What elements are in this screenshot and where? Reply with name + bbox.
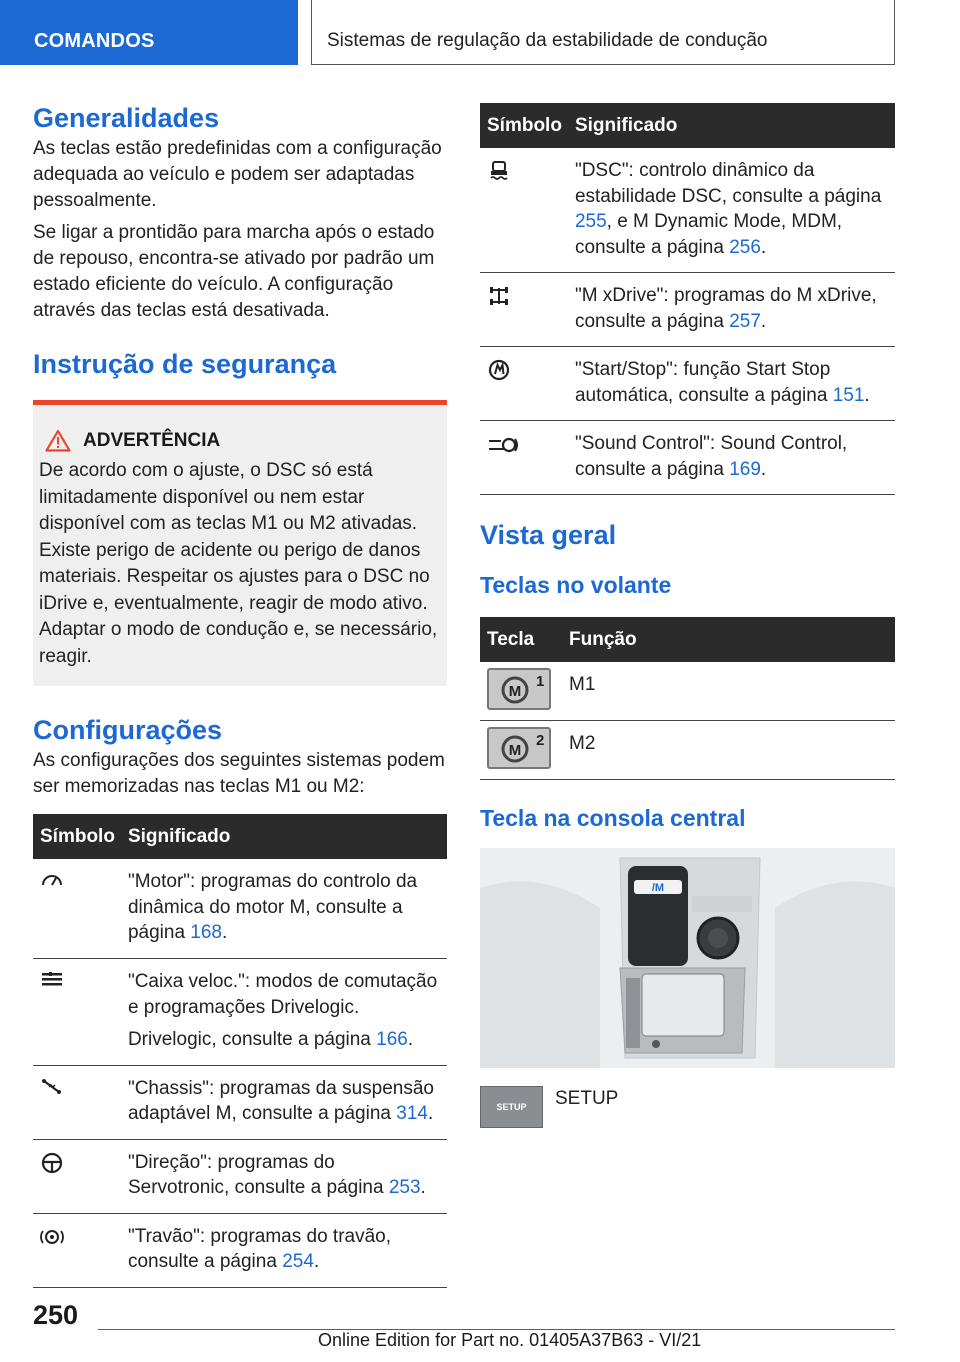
page-link[interactable]: 166 — [376, 1028, 408, 1050]
table-header-row — [33, 814, 447, 859]
warning-header — [39, 429, 439, 452]
page-link[interactable]: 256 — [729, 236, 761, 258]
table-header-row — [480, 617, 895, 662]
table-row: "Direção": programas do Servotronic, consulte a página 253. — [33, 1139, 447, 1213]
warning-title: ADVERTÊNCIA — [83, 429, 221, 451]
col-meaning-header: Significado — [121, 814, 447, 859]
warning-triangle-icon — [45, 429, 71, 452]
page-link[interactable]: 169 — [729, 458, 761, 480]
gearbox-icon — [40, 971, 64, 989]
page-link[interactable]: 255 — [574, 211, 607, 232]
xdrive-icon — [487, 285, 511, 307]
section-label: COMANDOS — [34, 30, 155, 52]
table-row: "Motor": programas do controlo da dinâmica do motor M, consulte a página 168. — [33, 859, 447, 958]
table-row: "DSC": controlo dinâmico da estabilidade DSC, consulte a página 255, e M Dynamic Mode, MDM, consulte a página 256. — [480, 148, 895, 273]
chassis-icon — [40, 1078, 64, 1096]
col-symbol-header: Símbolo — [480, 103, 568, 148]
heading-vista-geral: Vista geral — [480, 520, 617, 550]
m2-key-icon — [487, 727, 551, 769]
left-column — [33, 100, 447, 1288]
page-link[interactable]: 253 — [388, 1177, 421, 1198]
col-symbol-header: Símbolo — [33, 814, 121, 859]
table-row: "Chassis": programas da suspensão adaptável M, consulte a página 314. — [33, 1065, 447, 1139]
table-row — [480, 662, 895, 721]
start-stop-icon — [487, 359, 511, 381]
settings-table — [33, 814, 447, 1288]
table-row: "Travão": programas do travão, consulte a página 254. — [33, 1213, 447, 1287]
svg-text:1: 1 — [536, 673, 545, 690]
table-row: "Start/Stop": função Start Stop automática, consulte a página 151. — [480, 347, 895, 421]
heading-generalidades: Generalidades — [33, 103, 220, 133]
settings-table-continued — [480, 103, 895, 495]
paragraph-config-intro: As configurações dos seguintes sistemas podem ser memorizadas nas teclas M1 ou M2: — [33, 750, 445, 797]
steering-wheel-icon — [40, 1152, 64, 1174]
svg-text:2: 2 — [536, 732, 545, 749]
page-link[interactable]: 168 — [190, 922, 222, 943]
svg-text:M: M — [508, 742, 522, 759]
brake-icon — [40, 1226, 64, 1248]
table-header-row — [480, 103, 895, 148]
col-function-header: Função — [562, 617, 895, 662]
table-row: "Sound Control": Sound Control, consulte a página 169. — [480, 421, 895, 495]
m1-key-icon — [487, 668, 551, 710]
svg-text:/M: /M — [651, 882, 665, 894]
paragraph-default-state: Se ligar a prontidão para marcha após o estado de repouso, encontra-se ativado por padrão um estado eficiente do veículo. A configuração através das teclas está desativada. — [33, 222, 435, 321]
page-link[interactable]: 314 — [396, 1103, 428, 1124]
table-row: "Caixa veloc.": modos de comutação e programações Drivelogic. Drivelogic, consulte a página 166. — [33, 958, 447, 1065]
chapter-header — [311, 0, 895, 65]
svg-text:M: M — [508, 683, 522, 700]
warning-text: De acordo com o ajuste, o DSC só está limitadamente disponível ou nem estar disponível com as teclas M1 ou M2 ativadas. Existe perigo de acidente ou perigo de danos materiais. Respeitar os ajustes para o DSC no iDrive e, eventualmente, reagir de modo ativo. Adaptar o modo de condução e, se necessário, reagir. — [39, 460, 438, 667]
setup-button-icon: SETUP — [480, 1086, 543, 1128]
chapter-title: Sistemas de regulação da estabilidade de condução — [327, 30, 768, 51]
paragraph-presets: As teclas estão predefinidas com a configuração adequada ao veículo e podem ser adaptadas pessoalmente. — [33, 138, 442, 211]
footer-edition: Online Edition for Part no. 01405A37B63 - VI/21 — [318, 1330, 702, 1350]
table-row — [480, 721, 895, 780]
section-tab — [0, 0, 298, 65]
keys-table — [480, 617, 895, 780]
center-console-photo — [480, 848, 895, 1068]
warning-box — [33, 400, 447, 686]
page-number: 250 — [33, 1300, 79, 1330]
key-function: M1 — [562, 662, 895, 721]
heading-center-console-key: Tecla na consola central — [480, 805, 746, 831]
setup-label: SETUP — [555, 1088, 619, 1109]
setup-row — [480, 1086, 895, 1128]
heading-configuracoes: Configurações — [33, 715, 223, 745]
sound-control-icon — [487, 433, 521, 455]
col-key-header: Tecla — [480, 617, 562, 662]
table-row: "M xDrive": programas do M xDrive, consulte a página 257. — [480, 273, 895, 347]
page-link[interactable]: 151 — [832, 384, 865, 406]
dsc-icon — [487, 160, 511, 182]
heading-seguranca: Instrução de segurança — [33, 349, 337, 379]
right-column — [480, 103, 895, 1128]
page-link[interactable]: 254 — [282, 1251, 314, 1272]
engine-icon — [40, 871, 64, 889]
col-meaning-header: Significado — [568, 103, 895, 148]
heading-steering-keys: Teclas no volante — [480, 572, 672, 598]
page-link[interactable]: 257 — [729, 310, 761, 332]
key-function: M2 — [562, 721, 895, 780]
